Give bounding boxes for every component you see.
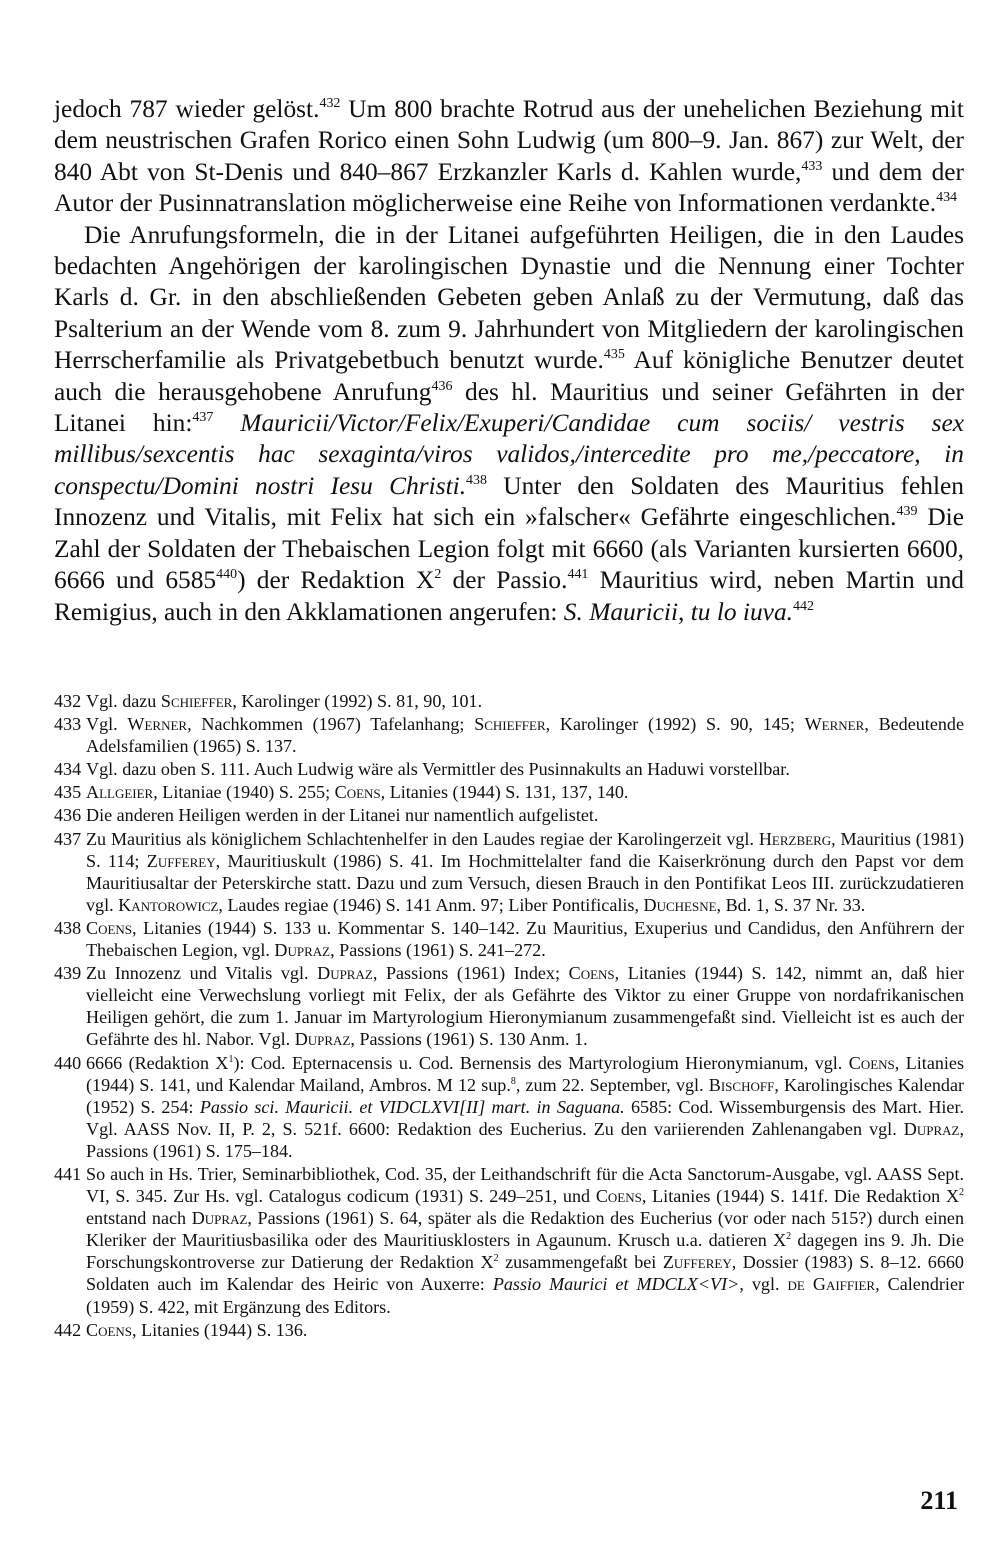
footnote-ref: 434	[936, 190, 958, 206]
text-run: und dem der Autor der Pusinnatranslation möglicherweise eine Reihe von Informationen verdankte.	[54, 157, 965, 218]
footnote-number: 432	[54, 691, 82, 711]
footnote	[54, 804, 964, 826]
text-run: des hl. Mauritius und seiner Gefährten in der Litanei hin:	[54, 377, 965, 438]
footnotes	[54, 690, 964, 1342]
paragraph-1	[54, 94, 964, 220]
footnote-text: Vgl. Werner, Nachkommen (1967) Tafelanhang; Schieffer, Karolinger (1992) S. 90, 145; Werner, Bedeutende Adelsfamilien (1965) S. 137.	[86, 714, 964, 757]
footnote-ref: 436	[431, 378, 453, 394]
text-run: Auf königliche Benutzer deutet auch die herausgehobene Anrufung	[54, 346, 964, 406]
footnote-text: Coens, Litanies (1944) S. 136.	[86, 1319, 308, 1340]
footnote-ref: 442	[793, 598, 814, 614]
text-run: Um 800 brachte Rotrud aus der unehelichen Beziehung mit dem neustrischen Grafen Rorico einen Sohn Ludwig (um 800–9. Jan. 867) zur Welt, der 840 Abt von St-Denis und 840–867 Erzkanzler Karls d. Kahlen wurde,	[54, 95, 964, 186]
footnote-number: 440	[54, 1052, 82, 1073]
text-run: der Passio.	[441, 566, 568, 595]
footnote-number: 433	[54, 714, 82, 735]
text-run: Unter den Soldaten des Mauritius fehlen Innozenz und Vitalis, mit Felix hat sich ein »falscher« Gefährte eingeschlichen.	[54, 471, 964, 532]
footnote-ref: 439	[896, 504, 918, 520]
acclamation-quotation: S. Mauricii, tu lo iuva.	[563, 597, 793, 626]
latin-quotation: Mauricii/Victor/Felix/Exuperi/Candidae cum sociis/ vestris sex millibus/sexcentis hac sexaginta/viros validos,/intercedite pro me,/peccatore, in conspectu/Domini nostri Iesu Christi.	[54, 409, 964, 500]
footnote-text: Zu Innozenz und Vitalis vgl. Dupraz, Passions (1961) Index; Coens, Litanies (1944) S. 142, nimmt an, daß hier vielleicht eine Verwechslung vorliegt mit Felix, der als Gefährte des Viktor zu einer Gruppe von nordafrikanischen Heiligen gehört, die zum 1. Januar im Martyrologium Hieronymianum zusammengefaßt sind. Vielleicht ist es auch der Gefährte des hl. Nabor. Vgl. Dupraz, Passions (1961) S. 130 Anm. 1.	[86, 963, 965, 1050]
footnote-number: 439	[54, 963, 82, 984]
footnote	[54, 1319, 964, 1341]
footnote-number: 438	[54, 917, 82, 938]
text-run: Die Zahl der Soldaten der Thebaischen Legion folgt mit 6660 (als Varianten kursierten 6600, 6666 und 6585	[54, 503, 964, 595]
paragraph-2	[54, 220, 964, 628]
footnote-ref: 437	[192, 410, 214, 426]
footnote-text: Zu Mauritius als königlichem Schlachtenhelfer in den Laudes regiae der Karolingerzeit vgl. Herzberg, Mauritius (1981) S. 114; Zufferey, Mauritiuskult (1986) S. 41. Im Hochmittelalter fand die Kaiserkrönung durch den Papst vor dem Mauritiusaltar der Peterskirche statt. Dazu und zum Versuch, diesen Brauch in den Pontifikat Leos III. zurückzudatieren vgl. Kantorowicz, Laudes regiae (1946) S. 141 Anm. 97; Liber Pontificalis, Duchesne, Bd. 1, S. 37 Nr. 33.	[86, 828, 965, 915]
footnote	[54, 1163, 964, 1318]
footnote-ref: 432	[319, 96, 341, 112]
page-number: 211	[920, 1486, 958, 1515]
footnote	[54, 828, 964, 916]
footnote-number: 441	[54, 1163, 82, 1184]
footnote-ref: 440	[216, 567, 238, 583]
footnote-ref: 441	[567, 567, 589, 583]
footnote-ref: 433	[801, 159, 823, 175]
text-run: Mauritius wird, neben Martin und Remigius, auch in den Akklamationen angerufen:	[54, 566, 964, 626]
text-run: jedoch 787 wieder gelöst.	[54, 95, 320, 123]
footnote	[54, 917, 964, 961]
footnote-number: 437	[54, 828, 82, 849]
footnote-text: 6666 (Redaktion $X^1$): Cod. Epternacensis u. Cod. Bernensis des Martyrologium Hieronymianum, vgl. Coens, Litanies (1944) S. 141, und Kalendar Mailand, Ambros. M 12 sup.$^8$, zum 22. September, vgl. Bischoff, Karolingisches Kalendar (1952) S. 254: Passio sci. Mauricii. et VIDCLXVI[II] mart. in Saguana. 6585: Cod. Wissemburgensis des Mart. Hier. Vgl. AASS Nov. II, P. 2, S. 521f. 6600: Redaktion des Eucherius. Zu den variierenden Zahlenangaben vgl. Dupraz, Passions (1961) S. 175–184.	[86, 1052, 965, 1161]
footnote-text: Die anderen Heiligen werden in der Litanei nur namentlich aufgelistet.	[86, 805, 599, 826]
footnote-number: 435	[54, 782, 82, 803]
footnote-text: Vgl. dazu oben S. 111. Auch Ludwig wäre als Vermittler des Pusinnakults an Haduwi vorstellbar.	[86, 759, 790, 780]
footnote	[54, 758, 964, 780]
footnote-text: So auch in Hs. Trier, Seminarbibliothek, Cod. 35, der Leithandschrift für die Acta Sanctorum-Ausgabe, vgl. AASS Sept. VI, S. 345. Zur Hs. vgl. Catalogus codicum (1931) S. 249–251, und Coens, Litanies (1944) S. 141f. Die Redaktion $X^2$ entstand nach Dupraz, Passions (1961) S. 64, später als die Redaktion des Eucherius (vor oder nach 515?) durch einen Kleriker der Mauritiusbasilika oder des Mauritiusklosters in Agaunum. Krusch u.a. datieren $X^2$ dagegen ins 9. Jh. Die Forschungskontroverse zur Datierung der Redaktion $X^2$ zusammengefaßt bei Zufferey, Dossier (1983) S. 8–12. 6660 Soldaten auch im Kalendar des Heiric von Auxerre: Passio Maurici et MDCLX<VI>, vgl. de Gaiffier, Calendrier (1959) S. 422, mit Ergänzung des Editors.	[86, 1163, 964, 1317]
text-run: ) der Redaktion X	[237, 566, 435, 595]
main-text	[54, 94, 964, 628]
footnote-number: 442	[54, 1319, 82, 1340]
footnote	[54, 690, 964, 712]
footnote-text: Coens, Litanies (1944) S. 133 u. Kommentar S. 140–142. Zu Mauritius, Exuperius und Candidus, den Anführern der Thebaischen Legion, vgl. Dupraz, Passions (1961) S. 241–272.	[86, 917, 964, 961]
text-run: Die Anrufungsformeln, die in der Litanei aufgeführten Heiligen, die in den Laudes bedachten Angehörigen der karolingischen Dynastie und die Nennung einer Tochter Karls d. Gr. in den abschließenden Gebeten geben Anlaß zu der Vermutung, daß das Psalterium an der Wende vom 8. zum 9. Jahrhundert von Mitgliedern der karolingischen Herrscherfamilie als Privatgebetbuch benutzt wurde.	[54, 220, 964, 375]
footnote-text: Vgl. dazu Schieffer, Karolinger (1992) S. 81, 90, 101.	[86, 691, 483, 711]
footnote-ref: 435	[603, 347, 625, 363]
footnote	[54, 781, 964, 803]
footnote-number: 434	[54, 759, 82, 780]
footnote-text: Allgeier, Litaniae (1940) S. 255; Coens, Litanies (1944) S. 131, 137, 140.	[86, 782, 629, 803]
footnote	[54, 962, 964, 1050]
footnote	[54, 1052, 964, 1162]
footnote	[54, 713, 964, 757]
footnote-ref: 438	[466, 473, 487, 489]
footnote-number: 436	[54, 805, 82, 826]
superscript: 2	[434, 567, 442, 583]
